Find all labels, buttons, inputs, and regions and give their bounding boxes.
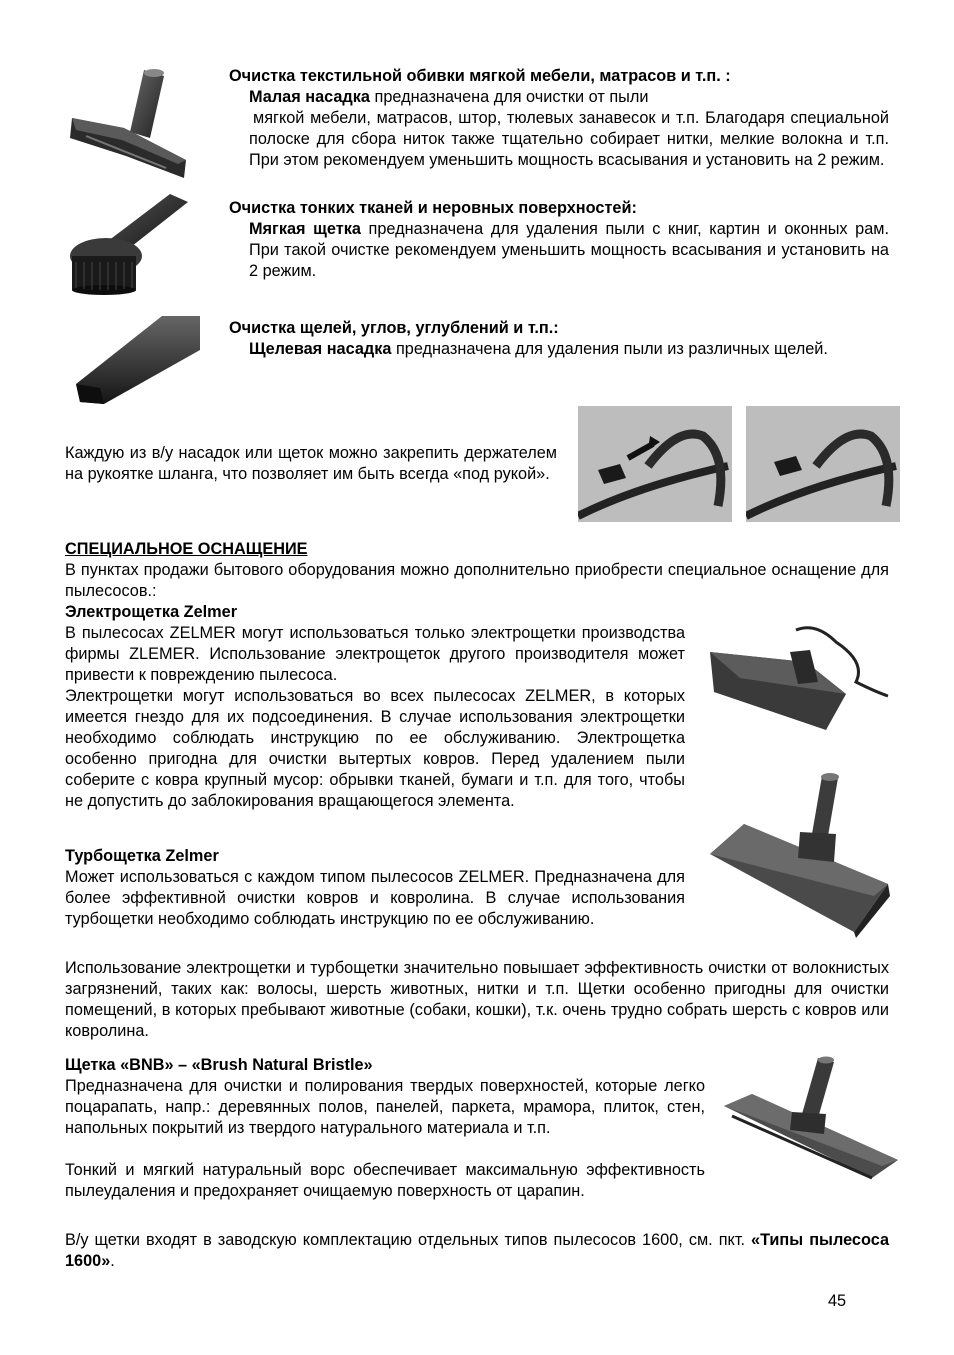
- section-upholstery-title: Очистка текстильной обивки мягкой мебели, матрасов и т.п. :: [229, 67, 731, 85]
- bnb-brush-image: [722, 1054, 900, 1182]
- section-upholstery-line1: предназначена для очистки от пыли: [374, 88, 649, 106]
- holder-photo-attached: [746, 406, 900, 522]
- term-small-nozzle: Малая насадка: [249, 88, 370, 106]
- soft-brush-image: [66, 192, 188, 296]
- bnb-brush-p1: Предназначена для очистки и полирования твердых поверхностей, которые легко поцарапать, напр.: деревянных полов, панелей, паркета, мрамора, плиток, стен, напольных покрытий из твердого натурального материала и т.п.: [65, 1077, 705, 1137]
- final-paragraph: [65, 1230, 889, 1272]
- turbo-brush-title: Турбощетка Zelmer: [65, 847, 219, 865]
- section-upholstery-body: мягкой мебели, матрасов, штор, тюлевых занавесок и т.п. Благодаря специальной полоске для сбора ниток также тщательно собирает нитки, мелкие волокна и т.п. При этом рекомендуем уменьшить мощность всасывания и установить на 2 режим.: [249, 109, 889, 169]
- special-intro: В пунктах продажи бытового оборудования можно дополнительно приобрести специальное оснащение для пылесосов.:: [65, 561, 889, 600]
- term-soft-brush: Мягкая щетка: [249, 220, 361, 238]
- special-heading: СПЕЦИАЛЬНОЕ ОСНАЩЕНИЕ: [65, 540, 308, 558]
- electro-brush-p2: Электрощетки могут использоваться во всех пылесосах ZELMER, в которых имеется гнездо для их подсоединения. В случае использования электрощетки необходимо соблюдать инструкцию по ее обслуживанию. Электрощетка особенно пригодна для очистки вытертых ковров. Перед удалением пыли соберите с ковра крупный мусор: обрывки тканей, бумаги и т.п. для того, чтобы не допустить до заблокирования вращающегося элемента.: [65, 687, 685, 810]
- electro-brush-image: [706, 622, 890, 734]
- turbo-brush-image: [704, 772, 892, 938]
- section-fabrics-body: [249, 219, 889, 282]
- page-number: 45: [828, 1292, 847, 1310]
- section-upholstery-intro: [249, 87, 889, 108]
- electro-brush-p1: В пылесосах ZELMER могут использоваться только электрощетки производства фирмы ZLEMER. Использование электрощеток другого производителя может привести к повреждению пылесоса.: [65, 624, 685, 684]
- final-text: В/у щетки входят в заводскую комплектацию отдельных типов пылесосов 1600, см. пкт.: [65, 1231, 746, 1249]
- section-crevices-body: [249, 339, 849, 360]
- bnb-brush-title: Щетка «BNB» – «Brush Natural Bristle»: [65, 1056, 373, 1074]
- electro-brush-title: Электрощетка Zelmer: [65, 603, 238, 621]
- turbo-brush-text: Может использоваться с каждом типом пылесосов ZELMER. Предназначена для более эффективной очистки ковров и ковролина. В случае использования турбощетки необходимо соблюдать инструкцию по ее обслуживанию.: [65, 868, 685, 928]
- crevice-nozzle-image: [70, 314, 200, 406]
- final-period: .: [110, 1252, 115, 1270]
- section-crevices-title: Очистка щелей, углов, углублений и т.п.:: [229, 319, 559, 337]
- term-crevice-nozzle: Щелевая насадка: [249, 340, 392, 358]
- section-crevices-text: предназначена для удаления пыли из различных щелей.: [395, 340, 828, 358]
- upholstery-nozzle-image: [66, 68, 188, 184]
- section-fabrics-text: предназначена для удаления пыли с книг, картин и оконных рам. При такой очистке рекомендуем уменьшить мощность всасывания и установить на 2 режим.: [249, 220, 890, 280]
- usage-paragraph: Использование электрощетки и турбощетки значительно повышает эффективность очистки от волокнистых загрязнений, таких как: волосы, шерсть животных, нитки и т.п. Щетки особенно пригодны для очистки помещений, в которых пребывают животные (собаки, кошки), т.к. очень трудно собрать шерсть с ковров или ковролина.: [65, 959, 889, 1040]
- bnb-brush-p2: Тонкий и мягкий натуральный ворс обеспечивает максимальную эффективность пылеудаления и предохраняет очищаемую поверхность от царапин.: [65, 1161, 705, 1200]
- holder-paragraph: Каждую из в/у насадок или щеток можно закрепить держателем на рукоятке шланга, что позволяет им быть всегда «под рукой».: [65, 444, 557, 483]
- section-fabrics-title: Очистка тонких тканей и неровных поверхностей:: [229, 199, 637, 217]
- final-reference: «Типы пылесоса 1600»: [65, 1231, 889, 1270]
- holder-photo-attach: [578, 406, 732, 522]
